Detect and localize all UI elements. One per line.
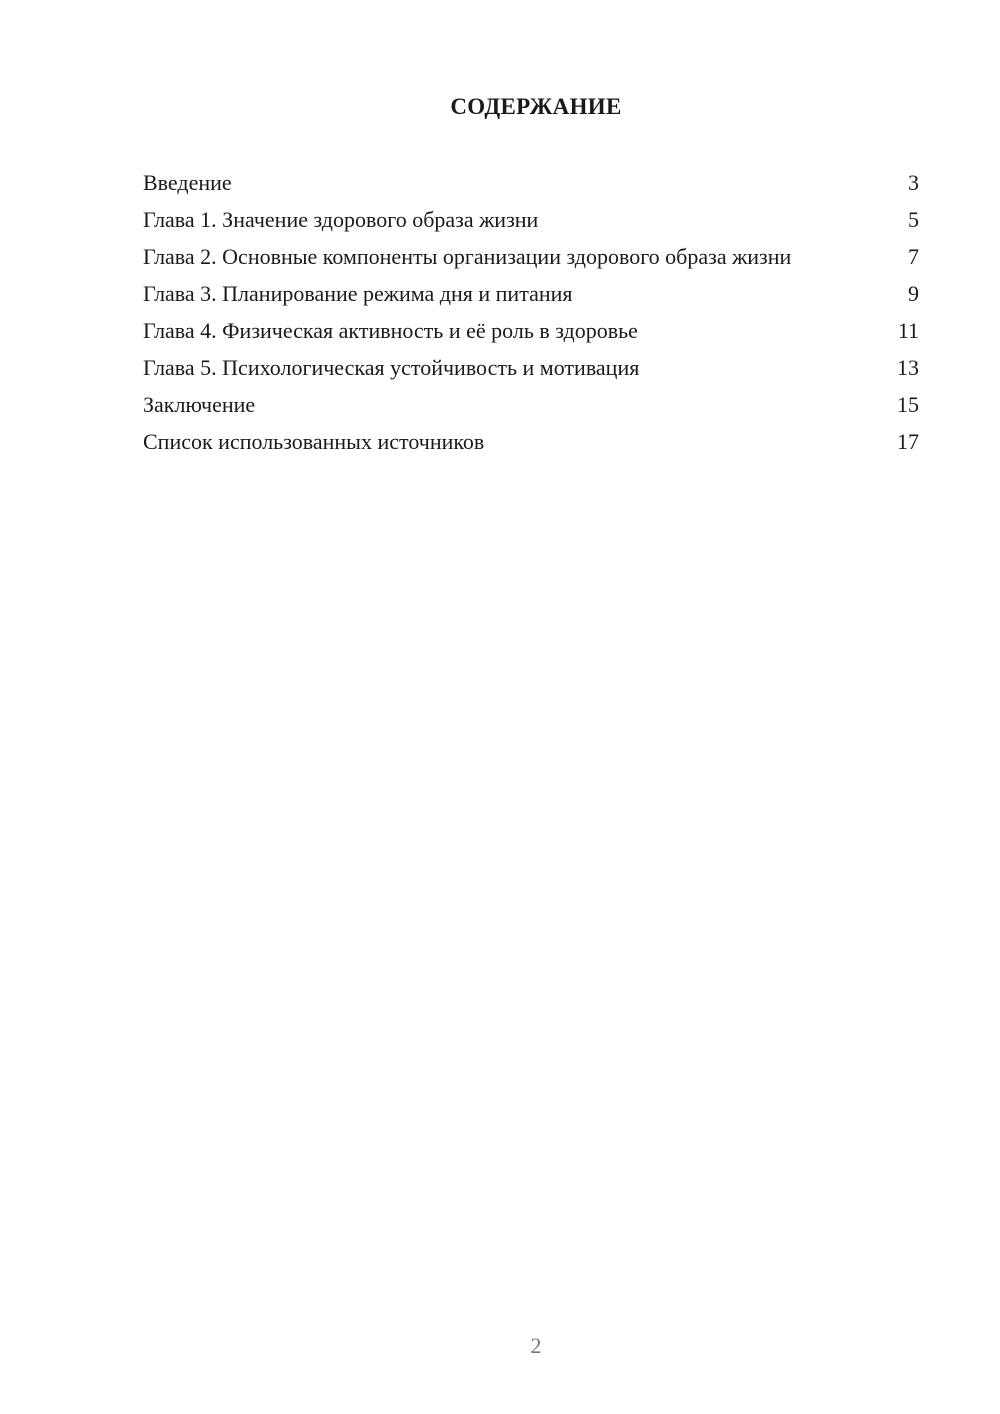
toc-entry-text: Список использованных источников	[143, 429, 485, 454]
toc-entry-text: Глава 3. Планирование режима дня и питания	[143, 281, 573, 306]
toc-entry-text: Глава 5. Психологическая устойчивость и мотивация	[143, 355, 640, 380]
toc-entry-page: 17	[897, 429, 919, 454]
toc-entry-page: 11	[897, 318, 919, 343]
toc-entry-conclusion	[143, 392, 919, 418]
toc-entry-page: 9	[908, 281, 919, 306]
toc-entry-text: Заключение	[143, 392, 256, 417]
toc-entry-page: 15	[897, 392, 919, 417]
toc-entry-page: 13	[897, 355, 919, 380]
toc-entry-references	[143, 429, 919, 455]
toc-entry-text: Глава 4. Физическая активность и её роль в здоровье	[143, 318, 638, 343]
toc-entry-page: 3	[908, 170, 919, 195]
toc-entry-text: Введение	[143, 170, 232, 195]
toc-entry-chapter-4	[143, 318, 919, 344]
toc-title: СОДЕРЖАНИЕ	[450, 94, 622, 119]
toc-entry-chapter-5	[143, 355, 919, 381]
toc-entry-chapter-3	[143, 281, 919, 307]
page-number: 2	[530, 1333, 542, 1358]
toc-entry-text: Глава 2. Основные компоненты организации здорового образа жизни	[143, 244, 792, 269]
toc-entry-introduction	[143, 170, 919, 196]
table-of-contents	[143, 170, 919, 466]
toc-entry-text: Глава 1. Значение здорового образа жизни	[143, 207, 539, 232]
toc-entry-page: 7	[908, 244, 919, 269]
toc-entry-page: 5	[908, 207, 919, 232]
toc-entry-chapter-2	[143, 244, 919, 270]
toc-entry-chapter-1	[143, 207, 919, 233]
